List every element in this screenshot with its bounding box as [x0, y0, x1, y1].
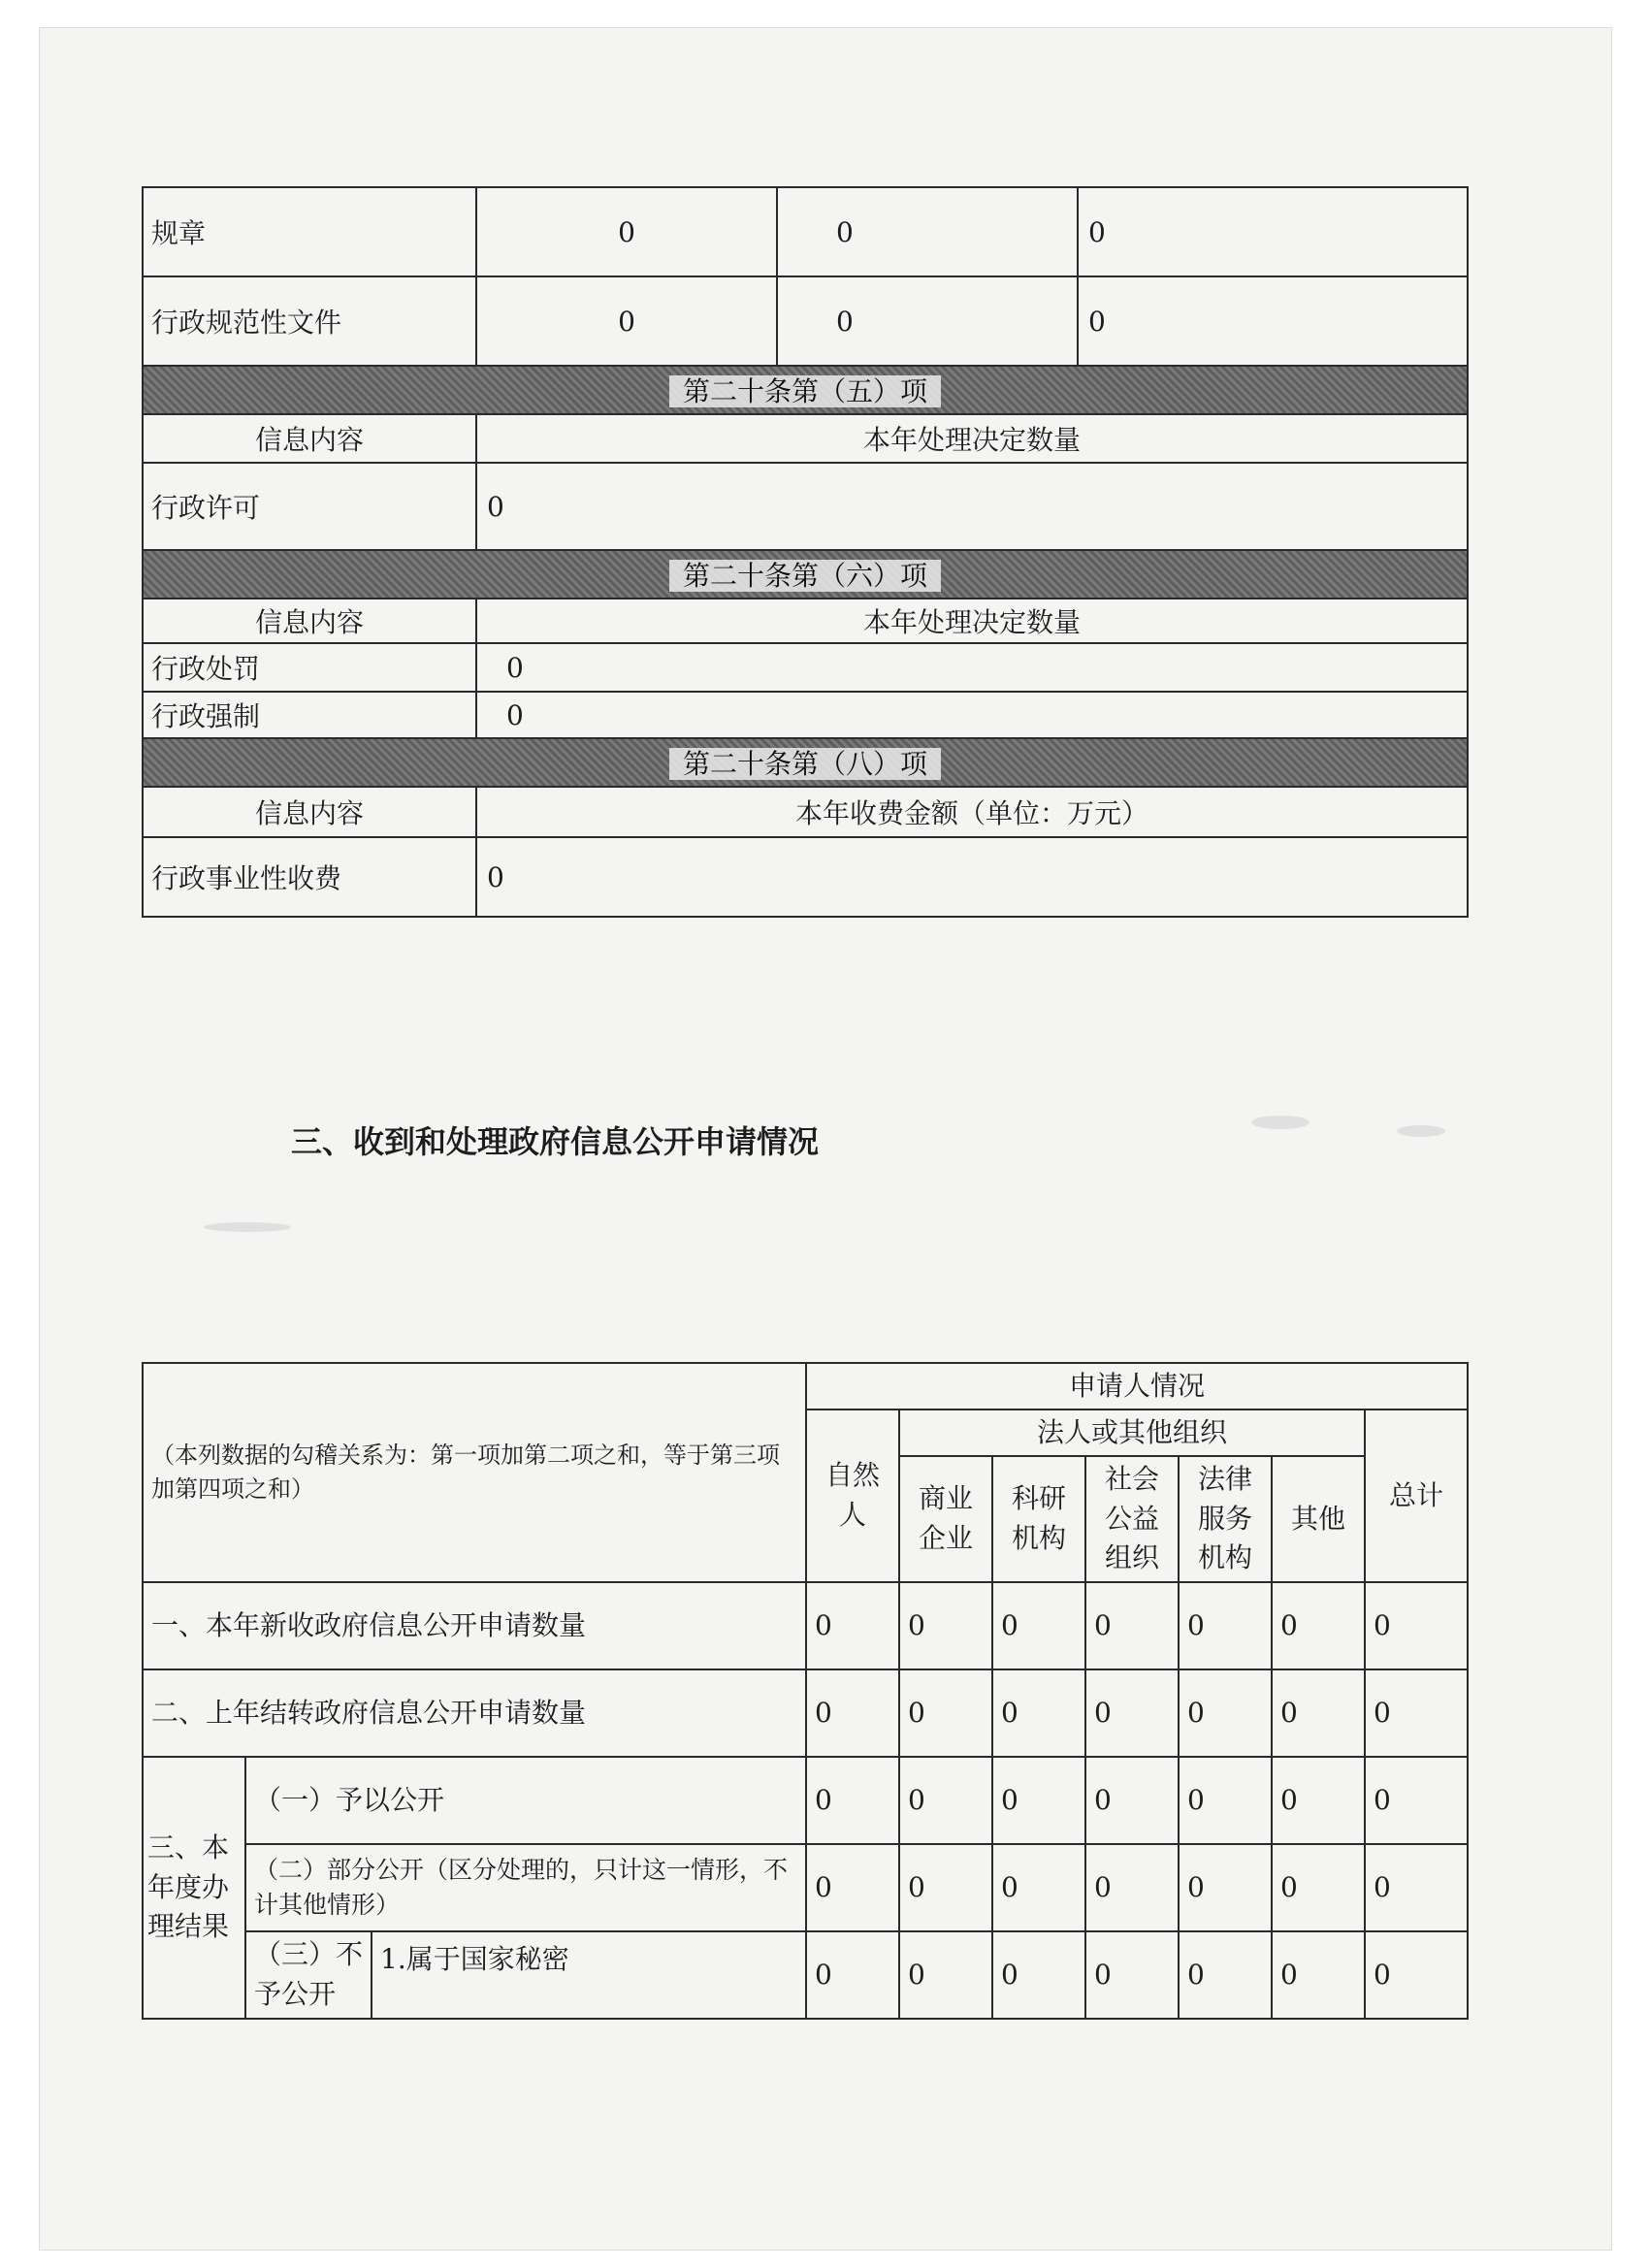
table-row: [143, 1844, 1468, 1931]
cell-value: 0: [476, 187, 777, 276]
cell-value: 0: [899, 1757, 992, 1844]
column-header: 本年收费金额（单位：万元）: [476, 787, 1468, 837]
cell-value: 0: [806, 1582, 899, 1669]
table-row: [143, 187, 1468, 276]
cell-value: 0: [777, 276, 1078, 366]
column-group-header: 法人或其他组织: [899, 1409, 1365, 1456]
table-row: [143, 692, 1468, 738]
cell-value: 0: [476, 837, 1468, 917]
cell-value: 0: [1365, 1931, 1468, 2019]
column-header: 自然人: [806, 1409, 899, 1582]
row-label: 行政事业性收费: [143, 837, 476, 917]
cell-value: 0: [1365, 1757, 1468, 1844]
row-label: 行政强制: [143, 692, 476, 738]
cell-value: 0: [899, 1931, 992, 2019]
section-title: 第二十条第（五）项: [669, 375, 941, 407]
section-title: 第二十条第（六）项: [669, 560, 941, 592]
disclosure-table-top: [142, 186, 1469, 918]
table-row: [143, 1582, 1468, 1669]
row-group-label: 三、本年度办理结果: [143, 1757, 245, 2019]
cell-value: 0: [1272, 1931, 1365, 2019]
cell-value: 0: [992, 1757, 1085, 1844]
cell-value: 0: [476, 463, 1468, 550]
column-header: 其他: [1272, 1456, 1365, 1582]
table-row: [143, 463, 1468, 550]
cell-value: 0: [806, 1757, 899, 1844]
cell-value: 0: [1085, 1582, 1179, 1669]
cell-value: 0: [1085, 1931, 1179, 2019]
cell-value: 0: [992, 1844, 1085, 1931]
section-header: [143, 550, 1468, 599]
table-row: [143, 1931, 1468, 2019]
table-row: [143, 1669, 1468, 1757]
row-label: 规章: [143, 187, 476, 276]
row-label: 行政规范性文件: [143, 276, 476, 366]
column-header: 本年处理决定数量: [476, 599, 1468, 643]
column-header: 总计: [1365, 1409, 1468, 1582]
cell-value: 0: [806, 1931, 899, 2019]
cell-value: 0: [1365, 1669, 1468, 1757]
cell-value: 0: [476, 643, 1468, 692]
cell-value: 0: [1179, 1844, 1272, 1931]
cell-value: 0: [1272, 1844, 1365, 1931]
cell-value: 0: [1365, 1582, 1468, 1669]
cell-value: 0: [1078, 187, 1468, 276]
cell-value: 0: [1179, 1757, 1272, 1844]
column-header: 社会公益组织: [1085, 1456, 1179, 1582]
cell-value: 0: [899, 1582, 992, 1669]
cell-value: 0: [777, 187, 1078, 276]
table-header-row: [143, 599, 1468, 643]
scan-blot: [1397, 1125, 1445, 1137]
cell-value: 0: [992, 1669, 1085, 1757]
cell-value: 0: [1085, 1669, 1179, 1757]
row-label: 1.属于国家秘密: [372, 1931, 806, 2019]
row-label: （二）部分公开（区分处理的，只计这一情形，不计其他情形）: [245, 1844, 806, 1931]
column-header: 信息内容: [143, 787, 476, 837]
table-note: （本列数据的勾稽关系为：第一项加第二项之和，等于第三项加第四项之和）: [143, 1363, 806, 1582]
column-group-header: 申请人情况: [806, 1363, 1468, 1409]
cell-value: 0: [992, 1582, 1085, 1669]
section-title: 第二十条第（八）项: [669, 748, 941, 780]
column-header: 商业企业: [899, 1456, 992, 1582]
application-stats-table: [142, 1362, 1469, 2020]
scan-blot: [1251, 1116, 1310, 1129]
row-label: 一、本年新收政府信息公开申请数量: [143, 1582, 806, 1669]
cell-value: 0: [1085, 1844, 1179, 1931]
table-row: [143, 276, 1468, 366]
table-header-row: [143, 1363, 1468, 1409]
section-header: [143, 366, 1468, 414]
section-heading: 三、收到和处理政府信息公开申请情况: [291, 1123, 820, 1160]
row-label: 行政处罚: [143, 643, 476, 692]
column-header: 科研机构: [992, 1456, 1085, 1582]
cell-value: 0: [1085, 1757, 1179, 1844]
scan-blot: [204, 1222, 291, 1232]
cell-value: 0: [992, 1931, 1085, 2019]
section-header: [143, 738, 1468, 787]
cell-value: 0: [1365, 1844, 1468, 1931]
cell-value: 0: [1272, 1582, 1365, 1669]
cell-value: 0: [1272, 1669, 1365, 1757]
table-header-row: [143, 787, 1468, 837]
cell-value: 0: [899, 1669, 992, 1757]
row-label: 行政许可: [143, 463, 476, 550]
row-subgroup-label: （三）不予公开: [245, 1931, 372, 2019]
cell-value: 0: [476, 276, 777, 366]
cell-value: 0: [1272, 1757, 1365, 1844]
table-header-row: [143, 414, 1468, 463]
cell-value: 0: [1078, 276, 1468, 366]
cell-value: 0: [899, 1844, 992, 1931]
column-header: 信息内容: [143, 414, 476, 463]
table-row: [143, 837, 1468, 917]
table-row: [143, 1757, 1468, 1844]
cell-value: 0: [806, 1669, 899, 1757]
cell-value: 0: [476, 692, 1468, 738]
column-header: 信息内容: [143, 599, 476, 643]
column-header: 法律服务机构: [1179, 1456, 1272, 1582]
cell-value: 0: [1179, 1669, 1272, 1757]
column-header: 本年处理决定数量: [476, 414, 1468, 463]
cell-value: 0: [1179, 1582, 1272, 1669]
cell-value: 0: [1179, 1931, 1272, 2019]
row-label: （一）予以公开: [245, 1757, 806, 1844]
table-row: [143, 643, 1468, 692]
row-label: 二、上年结转政府信息公开申请数量: [143, 1669, 806, 1757]
cell-value: 0: [806, 1844, 899, 1931]
